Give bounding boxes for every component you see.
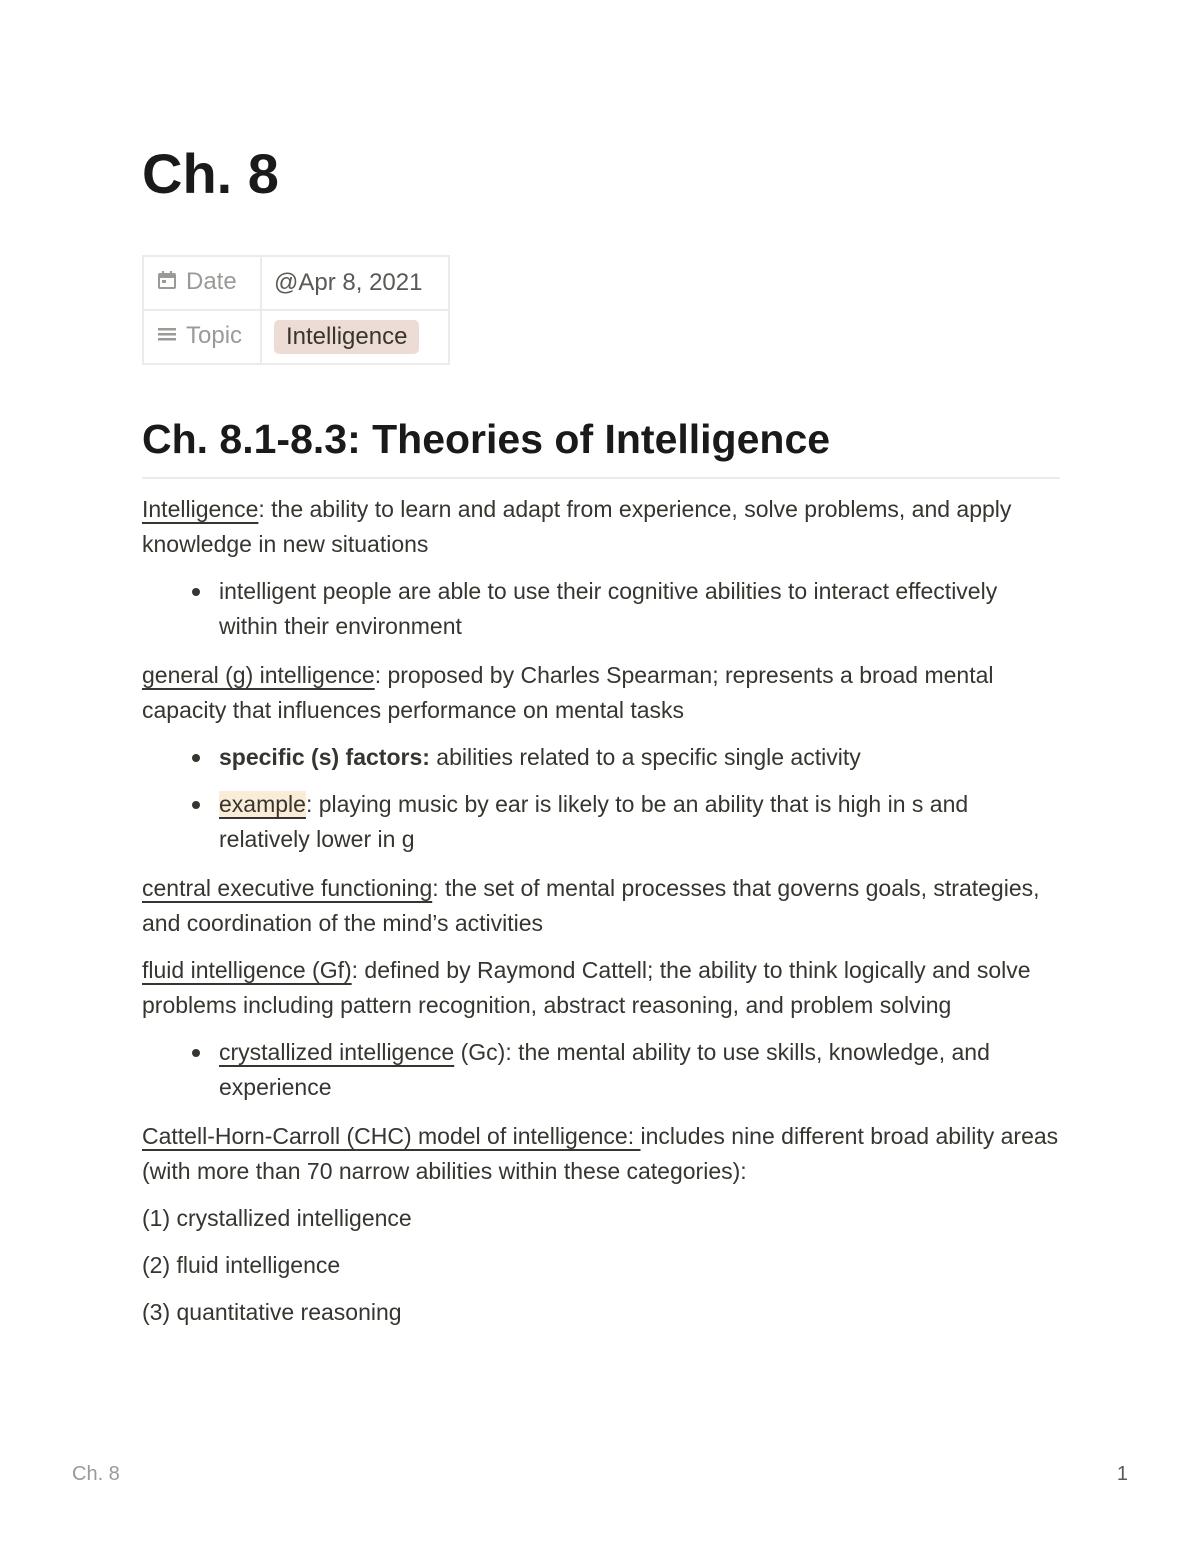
footer-doc-title: Ch. 8 <box>72 1463 120 1485</box>
property-label-date: Date <box>186 268 237 296</box>
calendar-icon <box>156 269 178 298</box>
definition-text: : playing music by ear is likely to be an ability that is high in s and relatively lower in g <box>219 791 969 852</box>
properties-table <box>142 255 450 365</box>
definition-text: : proposed by Charles Spearman; represents a broad mental capacity that influences performance on mental tasks <box>142 662 994 723</box>
property-value-topic <box>261 310 449 364</box>
numbered-item: (2) fluid intelligence <box>142 1252 341 1278</box>
footer-page-number: 1 <box>1116 1463 1128 1485</box>
property-name-date <box>143 256 261 310</box>
list-icon <box>156 323 178 352</box>
term: fluid intelligence (Gf) <box>142 957 352 983</box>
list-item <box>142 740 1060 775</box>
property-row-date <box>143 256 449 310</box>
property-name-topic <box>143 310 261 364</box>
definition-text: abilities related to a specific single activity <box>429 744 861 770</box>
definition-central-executive <box>142 871 1060 941</box>
term: central executive functioning <box>142 875 433 901</box>
term: general (g) intelligence <box>142 662 375 688</box>
bullet-list <box>142 574 1060 644</box>
definition-text: includes nine different broad ability areas (with more than 70 narrow abilities within these categories): <box>142 1123 1059 1184</box>
topic-tag[interactable]: Intelligence <box>274 320 419 354</box>
page-title: Ch. 8 <box>142 142 279 205</box>
bold-term: specific (s) factors: <box>219 744 430 770</box>
numbered-item: (3) quantitative reasoning <box>142 1299 402 1325</box>
definition-text: : defined by Raymond Cattell; the ability to think logically and solve problems including pattern recognition, abstract reasoning, and problem solving <box>142 957 1031 1018</box>
definition-text: (Gc): the mental ability to use skills, knowledge, and experience <box>219 1039 990 1100</box>
term: Cattell-Horn-Carroll (CHC) model of intelligence: <box>142 1123 641 1149</box>
definition-text: : the set of mental processes that governs goals, strategies, and coordination of the mind’s activities <box>142 875 1040 936</box>
property-value-date[interactable]: @Apr 8, 2021 <box>261 256 449 310</box>
list-item <box>142 787 1060 857</box>
section-heading: Ch. 8.1-8.3: Theories of Intelligence <box>142 414 1060 479</box>
definition-text: : the ability to learn and adapt from experience, solve problems, and apply knowledge in new situations <box>142 496 1012 557</box>
term: Intelligence <box>142 496 259 522</box>
list-item <box>142 1035 1060 1105</box>
term: crystallized intelligence <box>219 1039 455 1065</box>
bullet-list <box>142 740 1060 857</box>
definition-fluid-intelligence <box>142 953 1060 1023</box>
notes-body <box>142 492 1060 1342</box>
numbered-item: (1) crystallized intelligence <box>142 1205 412 1231</box>
highlighted-term: example <box>219 791 306 817</box>
definition-chc-model <box>142 1119 1060 1189</box>
definition-general-intelligence <box>142 658 1060 728</box>
list-item: intelligent people are able to use their cognitive abilities to interact effectively within their environment <box>142 574 1060 644</box>
property-label-topic: Topic <box>186 322 243 350</box>
bullet-list <box>142 1035 1060 1105</box>
definition-intelligence <box>142 492 1060 562</box>
property-row-topic <box>143 310 449 364</box>
